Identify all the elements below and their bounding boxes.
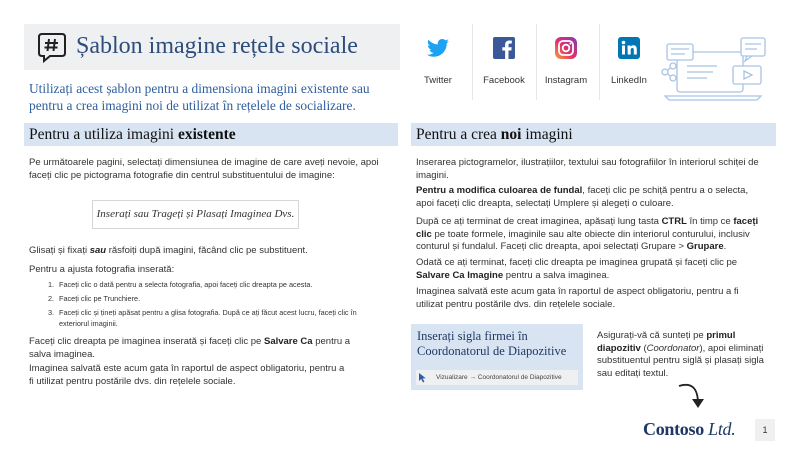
title-bar [24,24,400,70]
social-linkedin [598,24,660,100]
social-twitter [407,24,469,100]
social-instagram [535,24,597,100]
right-paragraph: După ce ați terminat de creat imaginea, apăsați lung tasta CTRL în timp ce faceți clic pe toate formele, imaginile sau alte obiecte din interiorul conturului, inclusiv conturul și fundalul. Faceți clic dreapta, apoi selectați Grupare > Grupare. [416,216,759,253]
image-placeholder[interactable]: Inserați sau Trageți și Plasați Imaginea Dvs. [92,200,299,229]
left-paragraph: Imaginea salvată este acum gata în raportul de aspect obligatoriu, pentru a fi utilizat pentru postările dvs. din rețelele sociale. [29,363,345,387]
right-paragraph: Inserarea pictogramelor, ilustrațiilor, textului sau fotografiilor în interiorul schiței de imagini. [416,157,759,181]
insert-logo-box [411,324,583,390]
laptop-social-illustration-icon [657,36,775,102]
social-label: Facebook [483,75,525,86]
list-item: 1. Faceți clic o dată pentru a selecta fotografia, apoi faceți clic dreapta pe acesta. [48,280,313,289]
social-label: Twitter [424,75,452,86]
left-paragraph: Pe următoarele pagini, selectați dimensiunea de imagine de care aveți nevoie, apoi faceți clic pe pictograma fotografie din centrul substituentului de imagine: [29,157,379,181]
page-number: 1 [755,419,775,441]
intro-text: Utilizați acest șablon pentru a dimensiona imagini existente sau pentru a crea imagini noi de utilizat în rețelele de socializare. [29,81,370,113]
insert-logo-title: Inserați sigla firmei în Coordonatorul de Diapozitive [417,329,567,358]
company-logo: Contoso Ltd. [643,419,736,439]
social-label: LinkedIn [611,75,647,86]
cursor-icon [418,372,428,383]
linkedin-icon [617,36,641,60]
logo-note: Asigurați-vă că sunteți pe primul diapozitiv (Coordonator), apoi eliminați substituentul pentru siglă și plasați sigla sau editați textul. [597,330,764,379]
steps-list [40,279,365,332]
menu-path: Vizualizare → Coordonatorul de Diapozitive [416,370,578,385]
social-facebook [473,24,535,100]
page-title: Șablon imagine rețele sociale [76,33,358,59]
curved-arrow-icon [676,378,712,412]
facebook-icon [492,36,516,60]
twitter-icon [426,36,450,60]
right-paragraph: Pentru a modifica culoarea de fundal, faceți clic pe schiță pentru a o selecta, apoi faceți clic dreapta, selectați Umplere și alegeți o culoare. [416,185,749,209]
social-label: Instagram [544,75,588,86]
left-paragraph: Glisați și fixați sau răsfoiți după imagini, făcând clic pe substituent. [29,245,308,256]
instagram-icon [554,36,578,60]
left-heading: Pentru a utiliza imagini existente [24,123,398,146]
hashtag-chat-icon [36,31,68,63]
right-heading: Pentru a crea noi imagini [411,123,776,146]
right-paragraph: Odată ce ați terminat, faceți clic dreapta pe imaginea grupată și faceți clic pe Salvare Ca Imagine pentru a salva imaginea. [416,257,738,281]
left-paragraph: Faceți clic dreapta pe imaginea inserată și faceți clic pe Salvare Ca pentru a salva imaginea. [29,336,351,360]
left-paragraph: Pentru a ajusta fotografia inserată: [29,264,175,275]
list-item: 3. Faceți clic și țineți apăsat pentru a glisa fotografia. După ce ați făcut acest lucru, faceți clic în exteriorul imaginii. [48,308,357,328]
right-paragraph: Imaginea salvată este acum gata în raportul de aspect obligatoriu, pentru a fi utilizat pentru postările dvs. din rețelele sociale. [416,286,739,310]
list-item: 2. Faceți clic pe Trunchiere. [48,294,141,303]
